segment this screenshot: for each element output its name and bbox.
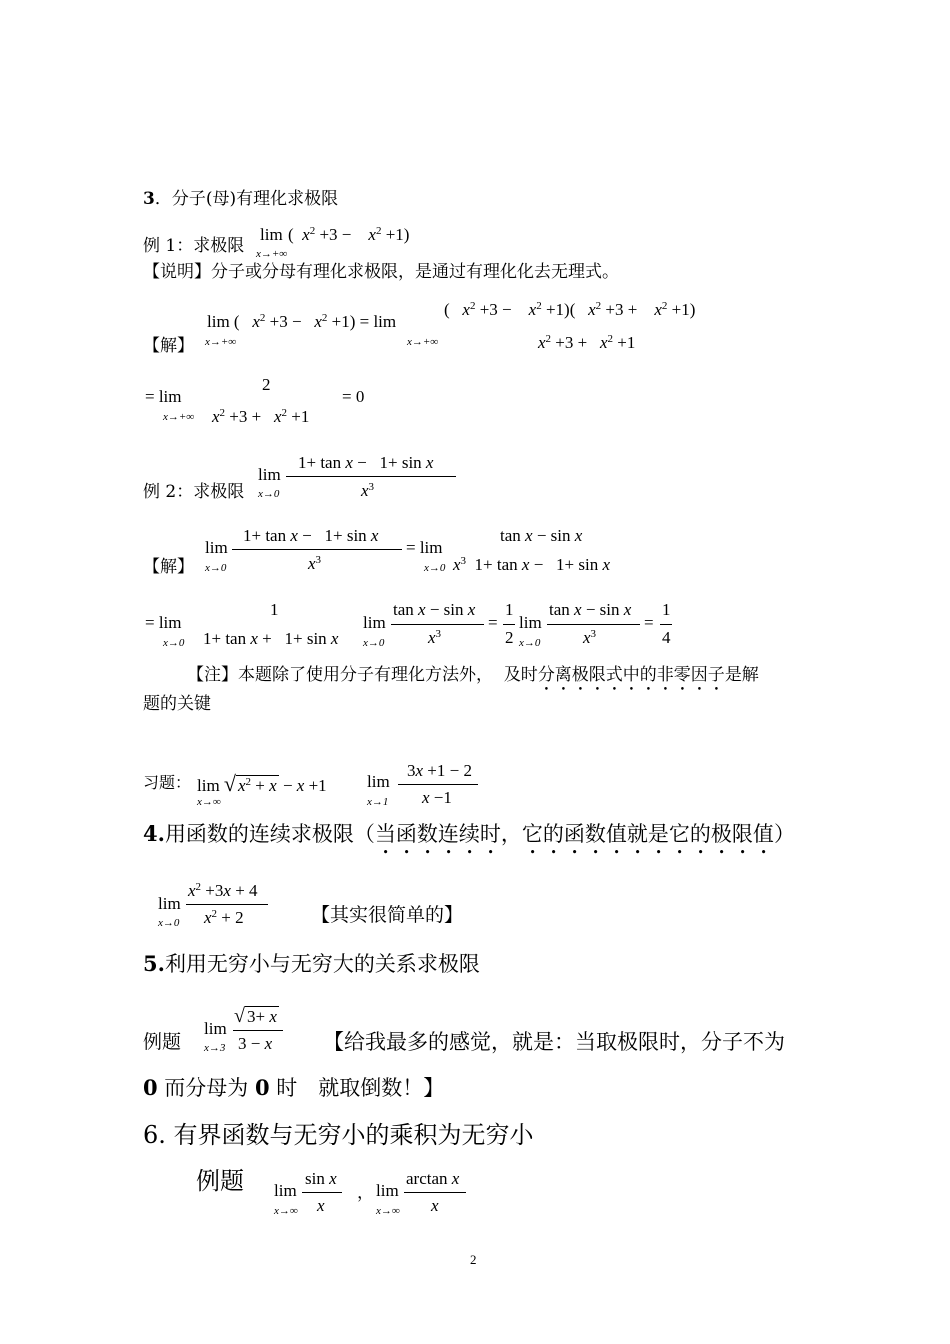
- example-1-lim-sub: x→+∞: [256, 248, 288, 260]
- section-6-example-label: 例题: [196, 1167, 244, 1195]
- page-number: 2: [470, 1252, 477, 1267]
- example-1-expr: ( $x^2 +3$ − $x^2 +1$): [288, 225, 410, 244]
- solution-2-denominator-1: $x^3$: [308, 554, 322, 573]
- section-4-title: 4.用函数的连续求极限（当函数连续时，它的函数值就是它的极限值）: [143, 821, 795, 846]
- solution-1-lhs: lim ( $x^2 +3 - x^2 +1) = \lim$: [207, 312, 397, 331]
- note-2-line-1: 【注】本题除了使用分子有理化方法外， 及时分离极限式中的非零因子是解: [187, 665, 759, 685]
- section-6-title: 6. 有界函数与无穷小的乘积为无穷小: [143, 1121, 534, 1149]
- section-5-sub: x→3: [204, 1042, 226, 1054]
- section-5-lim: lim: [204, 1019, 227, 1038]
- exercise-label: 习题：: [143, 773, 192, 792]
- solution-2-line2-num3: tan x − sin x: [549, 600, 632, 619]
- solution-2-line2-den3: $x^3$: [583, 628, 597, 647]
- section-6-num-1: sin x: [305, 1169, 337, 1188]
- solution-2-line2-den1: 1+ tan x + 1+ sin x: [203, 629, 339, 648]
- solution-1-step-sub: x→+∞: [163, 411, 195, 423]
- solution-1-step-numerator: 2: [262, 375, 271, 394]
- solution-2-eq-lim: = lim: [406, 538, 443, 557]
- solution-1-label: 【解】: [143, 336, 194, 356]
- solution-2-half-den: 2: [505, 628, 514, 647]
- section-4-numerator: $x^2 +3x + 4$: [188, 881, 258, 900]
- section-6-separator: ，: [357, 1183, 374, 1203]
- section-5-comment-1: 【给我最多的感觉，就是：当取极限时，分子不为: [323, 1030, 785, 1054]
- section-6-lim-1: lim: [274, 1181, 297, 1200]
- solution-2-line2-eq2: =: [644, 613, 654, 632]
- section-4-bar: [186, 904, 268, 905]
- section-6-den-2: x: [431, 1196, 439, 1215]
- section-5-denominator: 3 − x: [238, 1034, 273, 1053]
- solution-2-quarter-num: 1: [662, 600, 671, 619]
- solution-2-numerator-1: 1+ tan x − 1+ sin x: [243, 526, 379, 545]
- section-6-den-1: x: [317, 1196, 325, 1215]
- solution-1-sub-2: x→+∞: [407, 336, 439, 348]
- solution-2-line2-bar3: [547, 624, 640, 625]
- solution-2-bar-1: [232, 549, 402, 550]
- solution-2-half-num: 1: [505, 600, 514, 619]
- section-6-sub-1: x→∞: [274, 1205, 298, 1217]
- solution-1-result: = 0: [342, 387, 365, 406]
- section-4-sub: x→0: [158, 917, 180, 929]
- section-6-sub-2: x→∞: [376, 1205, 400, 1217]
- solution-2-lim-1: lim: [205, 538, 228, 557]
- solution-2-line2-den2: $x^3$: [428, 628, 442, 647]
- solution-1-numerator: ( $x^2 +3$ − $x^2 +1$)( $x^2 +3$ + $x^2 +1$): [444, 300, 696, 319]
- exercise-2-numerator: 3x +1 − 2: [407, 761, 472, 780]
- solution-2-denominator-2: $x^3$ 1+ tan x − 1+ sin x: [453, 555, 611, 574]
- solution-2-line2-sub2: x→0: [363, 637, 385, 649]
- section-5-numerator: √ 3+ x: [234, 1005, 277, 1027]
- solution-2-sub-2: x→0: [424, 562, 446, 574]
- note-1: 【说明】分子或分母有理化求极限，是通过有理化化去无理式。: [143, 262, 619, 282]
- example-2-label: 例 2：求极限: [143, 482, 245, 502]
- solution-2-quarter-den: 4: [662, 628, 671, 647]
- example-2-sub: x→0: [258, 488, 280, 500]
- solution-2-quarter-bar: [660, 624, 672, 625]
- example-1-label: 例 1：求极限: [143, 236, 245, 256]
- solution-2-line2-bar2: [391, 624, 484, 625]
- solution-2-line2-sub: x→0: [163, 637, 185, 649]
- section-6-bar-1: [302, 1192, 342, 1193]
- solution-1-step-denominator: $x^2 +3 + x^2 +1$: [212, 407, 310, 426]
- example-2-denominator: $x^3$: [361, 481, 375, 500]
- section-5-example-label: 例题: [143, 1031, 182, 1053]
- section-6-lim-2: lim: [376, 1181, 399, 1200]
- solution-2-line2-lim3: lim: [519, 613, 542, 632]
- solution-1-denominator: $x^2 +3 + x^2 +1$: [538, 333, 636, 352]
- solution-2-line2-sub3: x→0: [519, 637, 541, 649]
- solution-2-line2-num2: tan x − sin x: [393, 600, 476, 619]
- example-2-lim: lim: [258, 465, 281, 484]
- solution-2-label: 【解】: [143, 557, 194, 577]
- exercise-1-sub: x→∞: [197, 796, 221, 808]
- solution-2-line2-num1: 1: [270, 600, 279, 619]
- solution-1-sub-1: x→+∞: [205, 336, 237, 348]
- solution-2-line2-lim: = lim: [145, 613, 182, 632]
- section-4-lim: lim: [158, 894, 181, 913]
- section-6-num-2: arctan x: [406, 1169, 460, 1188]
- solution-2-half-bar: [503, 624, 515, 625]
- section-5-title: 5.利用无穷小与无穷大的关系求极限: [143, 951, 480, 976]
- note-2-line-2: 题的关键: [143, 694, 211, 714]
- solution-2-line2-eq: =: [488, 613, 498, 632]
- solution-2-sub-1: x→0: [205, 562, 227, 574]
- example-1-lim: lim: [260, 225, 283, 244]
- section-3-title: 3．分子(母)有理化求极限: [143, 189, 339, 209]
- section-5-bar: [233, 1030, 283, 1031]
- section-4-denominator: $x^2 + 2$: [204, 908, 244, 927]
- exercise-2-sub: x→1: [367, 796, 389, 808]
- section-4-comment: 【其实很简单的】: [311, 904, 464, 926]
- example-2-numerator: 1+ tan x − 1+ sin x: [298, 453, 434, 472]
- solution-2-line2-lim2: lim: [363, 613, 386, 632]
- section-5-comment-2: 0 而分母为 0 时 就取倒数！】: [143, 1075, 445, 1100]
- solution-1-step-lim: = lim: [145, 387, 182, 406]
- exercise-1: lim √ $x^2 + x - x +1$: [197, 771, 327, 796]
- solution-2-numerator-2: tan x − sin x: [500, 526, 583, 545]
- exercise-2-lim: lim: [367, 772, 390, 791]
- exercise-2-denominator: x −1: [422, 788, 452, 807]
- exercise-2-bar: [398, 784, 478, 785]
- section-6-bar-2: [404, 1192, 466, 1193]
- example-2-fraction-bar: [286, 476, 456, 477]
